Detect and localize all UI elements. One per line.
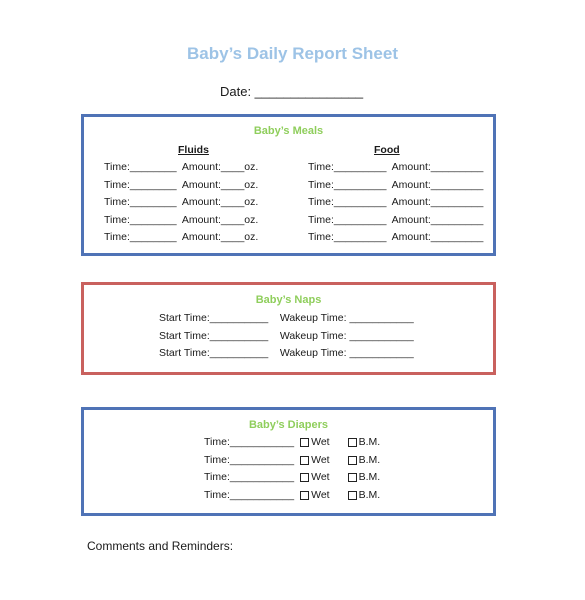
diaper-row	[204, 436, 380, 448]
food-row: Time:_________ Amount:_________	[308, 161, 484, 173]
fluid-row: Time:________ Amount:____oz.	[104, 179, 259, 191]
wet-checkbox[interactable]	[300, 473, 309, 482]
fluid-row: Time:________ Amount:____oz.	[104, 196, 259, 208]
wet-checkbox[interactable]	[300, 491, 309, 500]
bm-checkbox[interactable]	[348, 438, 357, 447]
wet-checkbox[interactable]	[300, 438, 309, 447]
meals-section	[81, 114, 496, 256]
wet-checkbox[interactable]	[300, 456, 309, 465]
bm-label: B.M.	[358, 436, 381, 448]
food-row: Time:_________ Amount:_________	[308, 214, 484, 226]
bm-label: B.M.	[358, 489, 381, 501]
fluid-row: Time:________ Amount:____oz.	[104, 161, 259, 173]
diaper-time: Time:___________	[204, 471, 295, 483]
wet-label: Wet	[311, 471, 330, 483]
diapers-title: Baby’s Diapers	[248, 419, 329, 431]
comments-label: Comments and Reminders:	[87, 539, 234, 553]
bm-label: B.M.	[358, 471, 381, 483]
naps-title: Baby’s Naps	[255, 294, 322, 306]
fluids-heading: Fluids	[178, 144, 209, 156]
date-field: Date: _______________	[220, 84, 364, 99]
fluid-row: Time:________ Amount:____oz.	[104, 214, 259, 226]
nap-row: Start Time:__________ Wakeup Time: ___________	[159, 312, 414, 324]
bm-checkbox[interactable]	[348, 473, 357, 482]
bm-label: B.M.	[358, 454, 381, 466]
page-title: Baby’s Daily Report Sheet	[187, 44, 398, 63]
diaper-time: Time:___________	[204, 489, 295, 501]
diaper-time: Time:___________	[204, 454, 295, 466]
diaper-time: Time:___________	[204, 436, 295, 448]
nap-row: Start Time:__________ Wakeup Time: ___________	[159, 330, 414, 342]
wet-label: Wet	[311, 489, 330, 501]
fluid-row: Time:________ Amount:____oz.	[104, 231, 259, 243]
naps-section	[81, 282, 496, 375]
wet-label: Wet	[311, 436, 330, 448]
meals-title: Baby’s Meals	[253, 125, 324, 137]
food-row: Time:_________ Amount:_________	[308, 231, 484, 243]
food-heading: Food	[374, 144, 400, 156]
food-row: Time:_________ Amount:_________	[308, 196, 484, 208]
food-row: Time:_________ Amount:_________	[308, 179, 484, 191]
diaper-row	[204, 471, 380, 483]
bm-checkbox[interactable]	[348, 456, 357, 465]
diaper-row	[204, 454, 380, 466]
bm-checkbox[interactable]	[348, 491, 357, 500]
diaper-row	[204, 489, 380, 501]
wet-label: Wet	[311, 454, 330, 466]
nap-row: Start Time:__________ Wakeup Time: ___________	[159, 347, 414, 359]
diapers-section	[81, 407, 496, 516]
